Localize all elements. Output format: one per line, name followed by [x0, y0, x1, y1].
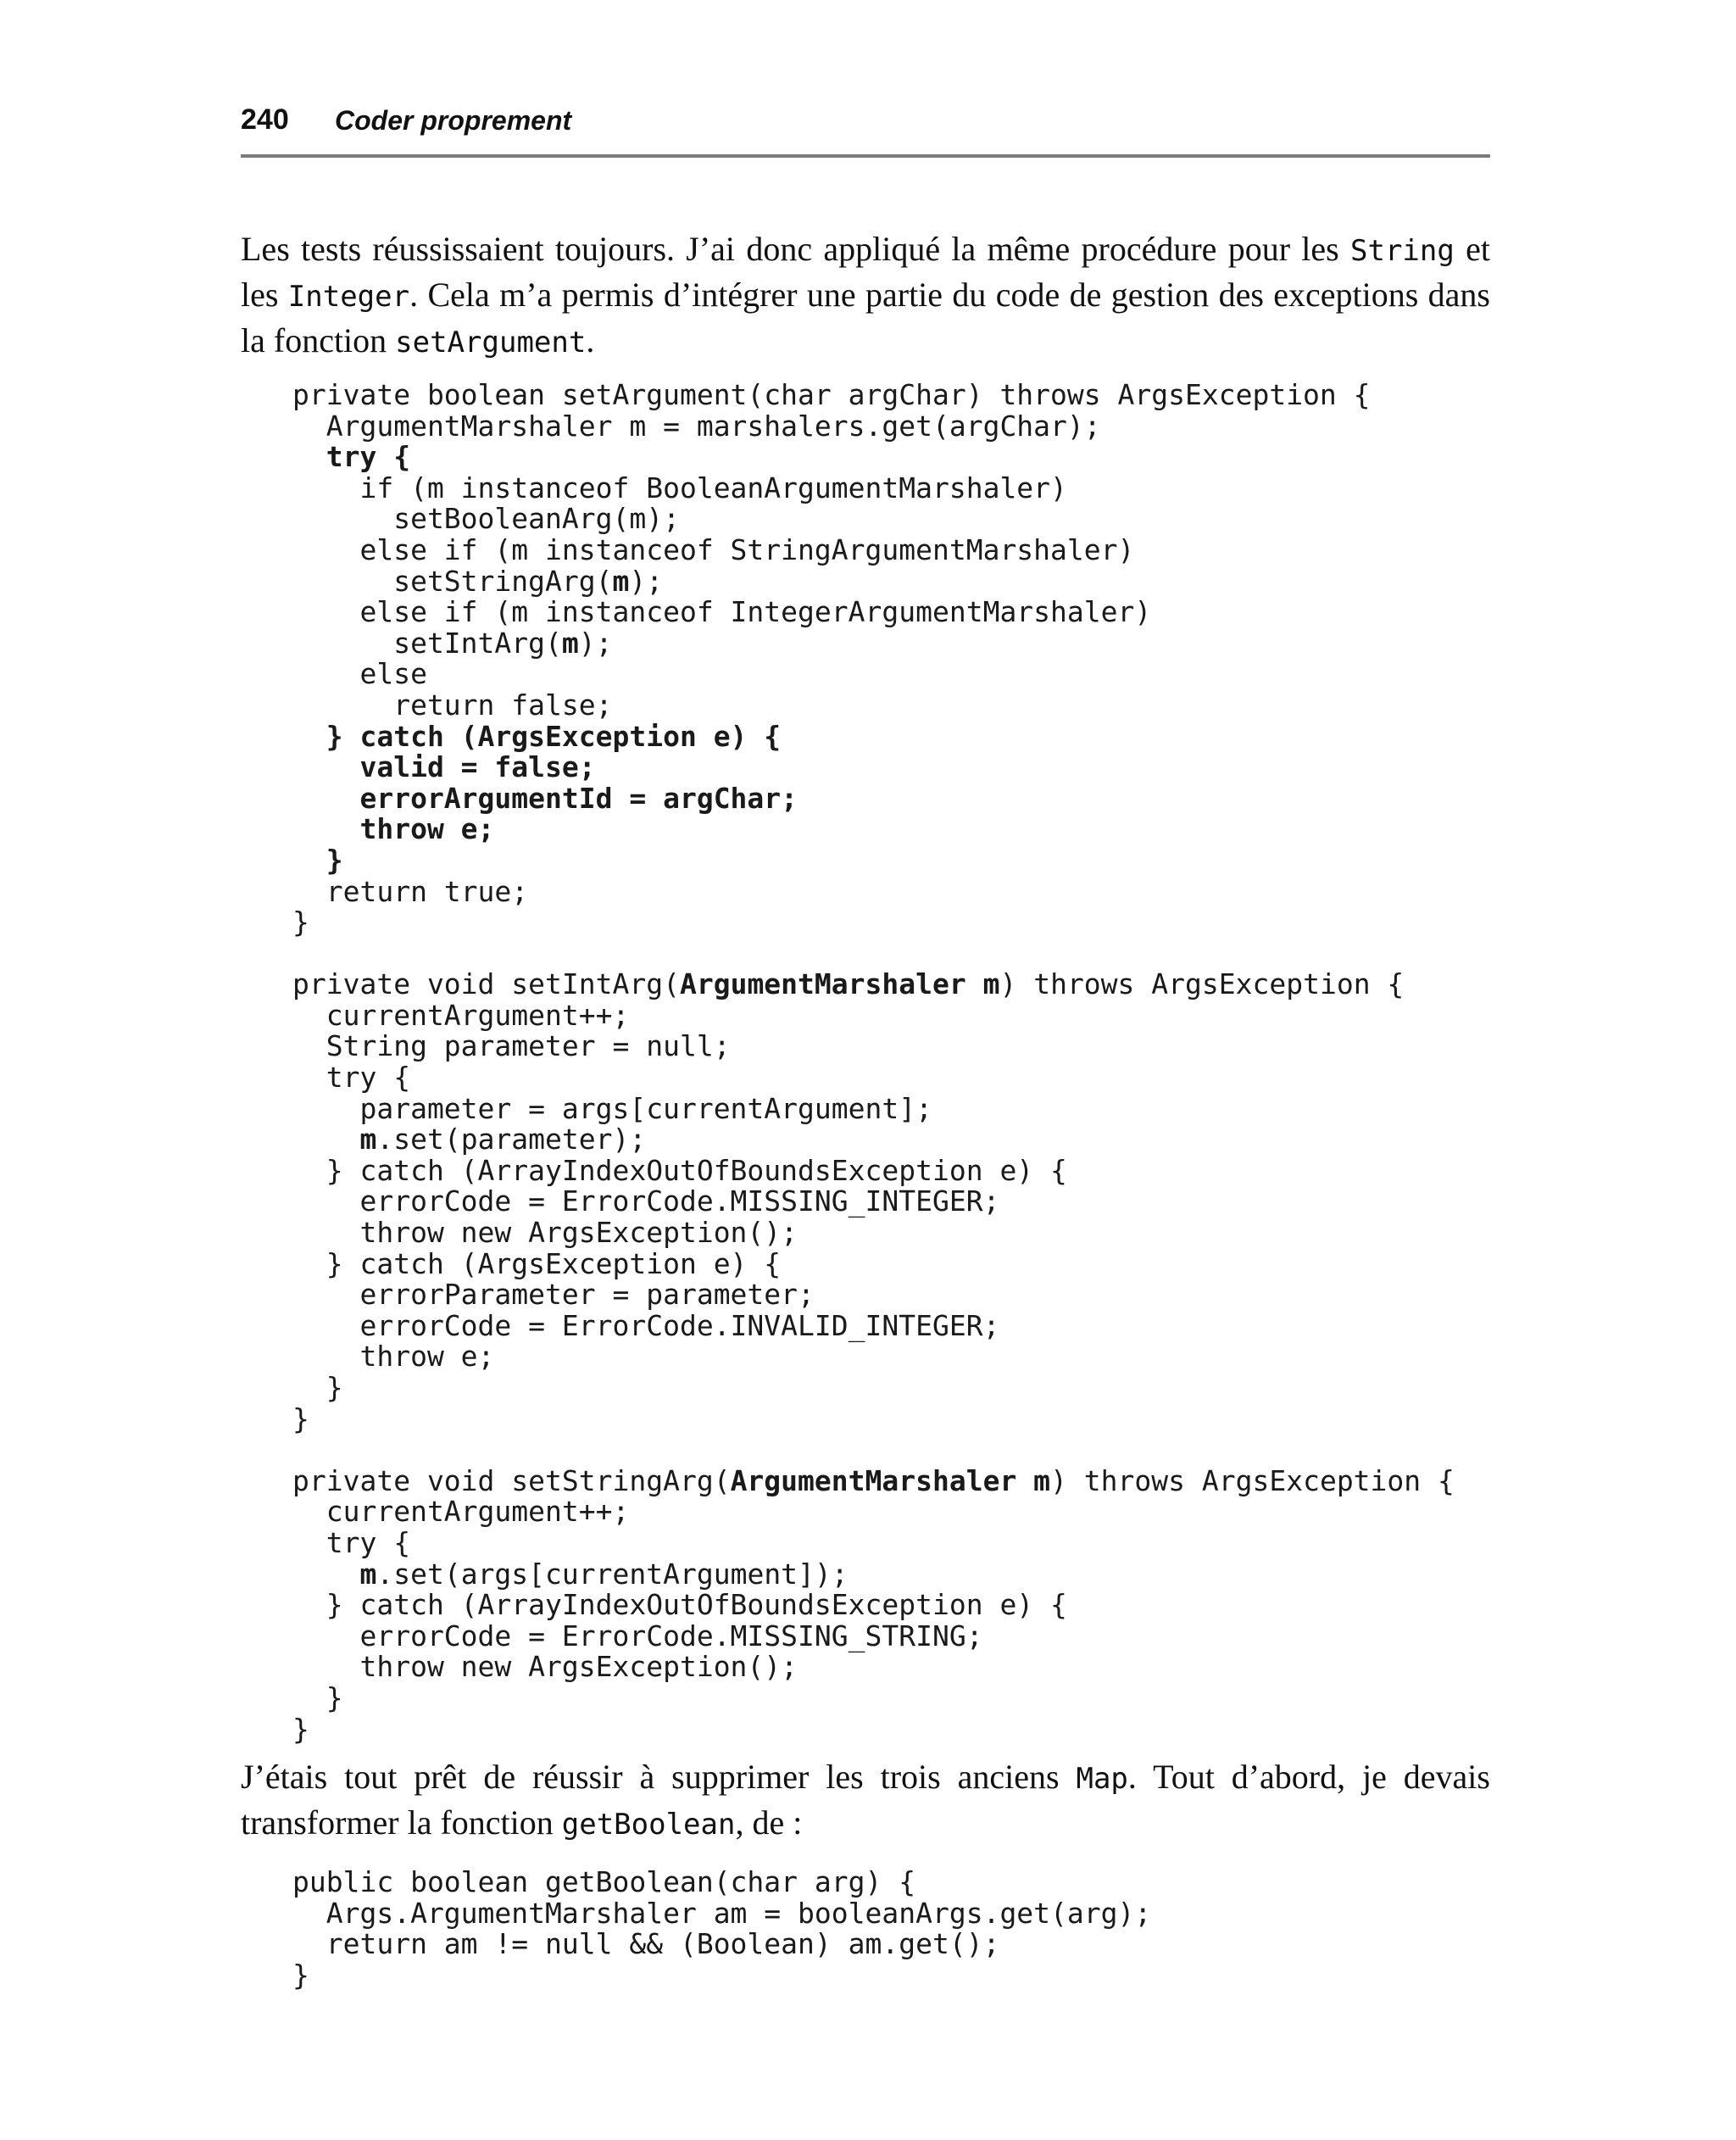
running-title: Coder proprement	[335, 105, 572, 136]
code-line	[292, 969, 1455, 1000]
code-line	[292, 690, 1455, 722]
code-line	[292, 442, 1455, 473]
code-segment: } catch (ArgsException e) {	[292, 1246, 782, 1280]
code-line	[292, 1929, 1151, 1960]
code-segment: try {	[292, 1061, 411, 1095]
code-segment: throw new ArgsException();	[292, 1216, 798, 1250]
code-listing-set-argument	[292, 380, 1455, 1745]
code-line	[292, 783, 1455, 815]
code-segment: try {	[292, 1525, 411, 1559]
code-line	[292, 907, 1455, 939]
page-number: 240	[241, 103, 289, 136]
code-line	[292, 566, 1455, 598]
code-line	[292, 504, 1455, 535]
code-line	[292, 814, 1455, 845]
code-line	[292, 1124, 1455, 1156]
code-bold-segment: errorArgumentId = argChar;	[292, 781, 798, 815]
code-segment: errorCode = ErrorCode.MISSING_INTEGER;	[292, 1184, 1000, 1218]
code-line	[292, 1680, 1455, 1714]
code-segment: else if (m instanceof IntegerArgumentMarshaler)	[292, 595, 1152, 629]
code-segment: private void setIntArg(	[292, 967, 680, 1001]
code-line	[292, 1621, 1455, 1652]
code-segment: currentArgument++;	[292, 1495, 630, 1529]
code-segment: );	[578, 626, 613, 660]
code-segment: return true;	[292, 874, 529, 908]
code-bold-segment: ArgumentMarshaler m	[679, 967, 1000, 1001]
code-line	[292, 845, 1455, 877]
code-line	[292, 719, 1455, 753]
code-segment: throw e;	[292, 1340, 495, 1374]
code-line	[292, 1341, 1455, 1373]
code-line	[292, 1960, 1151, 1992]
code-segment: else if (m instanceof StringArgumentMarshaler)	[292, 532, 1135, 566]
code-line	[292, 752, 1455, 783]
code-segment: return false;	[292, 688, 613, 722]
code-segment: if (m instanceof BooleanArgumentMarshaler)	[292, 471, 1067, 504]
paragraph-intro	[241, 227, 1490, 365]
code-line	[292, 1279, 1455, 1311]
code-segment: String parameter = null;	[292, 1029, 731, 1063]
code-segment: }	[292, 1680, 343, 1714]
paragraph-text: J’étais tout prêt de réussir à supprimer les trois anciens	[241, 1758, 1077, 1796]
code-segment: .set(parameter);	[376, 1123, 647, 1156]
code-line	[292, 411, 1455, 443]
code-line	[292, 380, 1455, 411]
paragraph-map	[241, 1755, 1490, 1847]
code-line	[292, 1435, 1455, 1466]
code-segment: ) throws ArgsException {	[1050, 1463, 1455, 1497]
code-segment: }	[292, 1371, 343, 1404]
code-line	[292, 659, 1455, 690]
code-line	[292, 1062, 1455, 1094]
inline-code: String	[1350, 234, 1455, 268]
paragraph-text: .	[586, 321, 595, 359]
code-segment: } catch (ArrayIndexOutOfBoundsException e) {	[292, 1588, 1067, 1622]
code-segment: private void setStringArg(	[292, 1463, 731, 1497]
code-line	[292, 1652, 1455, 1683]
code-segment: private boolean setArgument(char argChar) throws ArgsException {	[292, 378, 1371, 411]
paragraph-text: et les	[241, 230, 1490, 314]
inline-code: setArgument	[395, 326, 587, 359]
inline-code: Integer	[287, 280, 410, 314]
code-line	[292, 1496, 1455, 1528]
code-segment: setStringArg(	[292, 564, 613, 598]
code-segment: ) throws ArgsException {	[999, 967, 1405, 1001]
code-line	[292, 1186, 1455, 1218]
code-line	[292, 1714, 1455, 1746]
code-line	[292, 1898, 1151, 1930]
code-line	[292, 1404, 1455, 1435]
code-line	[292, 1463, 1455, 1497]
inline-code: Map	[1076, 1762, 1128, 1796]
code-line	[292, 1559, 1455, 1591]
code-segment: errorParameter = parameter;	[292, 1278, 815, 1312]
code-bold-segment: m	[561, 626, 579, 660]
code-segment: parameter = args[currentArgument];	[292, 1091, 932, 1125]
paragraph-text: . Tout d’abord, je devais transformer la fonction	[241, 1758, 1490, 1842]
code-segment: currentArgument++;	[292, 998, 630, 1032]
code-line	[292, 473, 1455, 504]
code-bold-segment: ArgumentMarshaler m	[730, 1463, 1051, 1497]
code-segment: else	[292, 657, 427, 691]
code-segment: errorCode = ErrorCode.INVALID_INTEGER;	[292, 1308, 1000, 1342]
code-segment: public boolean getBoolean(char arg) {	[292, 1865, 916, 1898]
code-line	[292, 1590, 1455, 1621]
paragraph-text: , de :	[735, 1803, 803, 1842]
code-bold-segment: valid = false;	[292, 750, 596, 784]
code-segment	[292, 1558, 359, 1591]
code-segment: .set(args[currentArgument]);	[376, 1557, 849, 1591]
inline-code: getBoolean	[561, 1808, 736, 1842]
code-bold-segment: }	[292, 843, 343, 877]
code-line	[292, 532, 1455, 566]
code-segment: return am != null && (Boolean) am.get();	[292, 1927, 1000, 1961]
code-segment: } catch (ArrayIndexOutOfBoundsException e) {	[292, 1153, 1067, 1187]
code-segment: setBooleanArg(m);	[292, 502, 680, 536]
paragraph-text: Les tests réussissaient toujours. J’ai donc appliqué la même procédure pour les	[241, 230, 1351, 268]
code-line	[292, 1031, 1455, 1062]
code-line	[292, 1867, 1151, 1898]
code-line	[292, 1218, 1455, 1249]
code-segment: }	[292, 1402, 309, 1435]
code-bold-segment: throw e;	[292, 812, 495, 846]
code-segment: }	[292, 1958, 309, 1992]
code-line	[292, 1308, 1455, 1342]
code-line	[292, 1091, 1455, 1125]
code-line	[292, 1373, 1455, 1404]
code-line	[292, 1153, 1455, 1187]
code-bold-segment: try {	[292, 440, 411, 474]
code-line	[292, 597, 1455, 628]
code-bold-segment: m	[359, 1123, 377, 1156]
code-bold-segment: m	[612, 564, 630, 598]
code-listing-get-boolean	[292, 1867, 1151, 1991]
paragraph-text: . Cela m’a permis d’intégrer une partie du code de gestion des exceptions dans la fonction	[241, 276, 1490, 359]
code-segment: errorCode = ErrorCode.MISSING_STRING;	[292, 1619, 983, 1652]
code-segment: throw new ArgsException();	[292, 1650, 798, 1684]
code-line	[292, 1525, 1455, 1559]
code-line	[292, 939, 1455, 970]
code-segment: ArgumentMarshaler m = marshalers.get(argChar);	[292, 409, 1101, 443]
code-segment: setIntArg(	[292, 626, 562, 660]
code-bold-segment: m	[359, 1557, 377, 1591]
code-line	[292, 1246, 1455, 1280]
code-line	[292, 874, 1455, 908]
code-line	[292, 628, 1455, 660]
page-header	[241, 100, 1490, 158]
code-bold-segment: } catch (ArgsException e) {	[292, 719, 782, 753]
code-segment: }	[292, 1712, 309, 1746]
code-line	[292, 1000, 1455, 1032]
code-segment: }	[292, 906, 309, 939]
code-segment: Args.ArgumentMarshaler am = booleanArgs.get(arg);	[292, 1896, 1152, 1930]
code-segment	[292, 1123, 359, 1156]
code-segment: );	[629, 564, 664, 598]
